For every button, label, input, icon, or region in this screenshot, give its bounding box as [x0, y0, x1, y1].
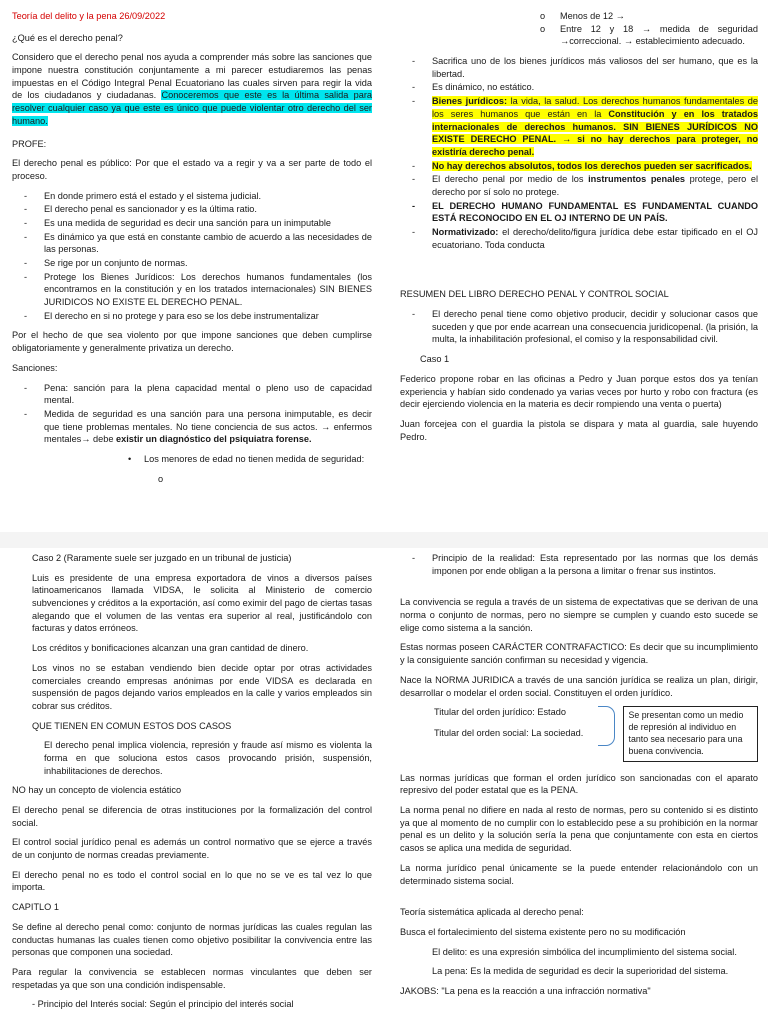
- busca-text: Busca el fortalecimiento del sistema existente pero no su modificación: [400, 926, 686, 937]
- list-item: - En donde primero está el estado y el sistema judicial.: [12, 190, 372, 203]
- bienes-bold: Constitución y en los tratados internacionales de derechos humanos. SIN BIENES JURÍDICOS NO EXISTE DERECHO PENAL. → si no hay derechos para proteger, no existiría derecho penal.: [432, 108, 758, 157]
- resumen-list: [400, 308, 758, 346]
- intro-highlight: Conoceremos que este es la última salida para resolver cualquier caso ya que este es único que puede violentar otro derecho del ser humano.: [12, 90, 372, 126]
- medida-text: Medida de seguridad es una sanción para una persona inimputable, es decir que tiene problemas mentales. No tiene conciencia de sus actos. → enfermos mentales→ debe: [44, 408, 372, 445]
- regular-text: Para regular la convivencia se establecen normas vinculantes que deben ser respetadas ya que son una condición indispensable.: [12, 966, 372, 990]
- profe-heading: PROFE:: [12, 138, 47, 149]
- caso1-text2: Juan forcejea con el guardia la pistola se dispara y mata al guardia, sale huyendo Pedro.: [400, 418, 758, 442]
- sanciones-list: [12, 382, 372, 446]
- caso2-paragraph: Luis es presidente de una empresa exportadora de vinos a diversos países latinoamericanos llamada VIDSA, le solicita al Ministerio de comercio subvenciones y créditos a la exportación, así como eximir del pago de ciertas tasas alegando que el volumen de las ventas era superior al real, justificándolo con facturas y datos erróneos.: [32, 572, 372, 634]
- convivencia-text: La convivencia se regula a través de un sistema de expectativas que se derivan de una norma o conjunto de normas, pero no siempre se cumplen y cuando esto sucede se elige como sistema a la sanción.: [400, 597, 758, 633]
- pena-text: La pena: Es la medida de seguridad es decir la superioridad del sistema.: [432, 966, 729, 977]
- medida-bold: existir un diagnóstico del psiquiatra forense.: [116, 434, 312, 445]
- nace-text: Nace la NORMA JURIDICA a través de una sanción jurídica se realiza un plan, dirigir, desarrollar o modelar el orden social. Constituyen el orden jurídico.: [400, 674, 758, 698]
- list-item: • Los menores de edad no tienen medida de seguridad:: [12, 453, 372, 466]
- forman-text: Las normas jurídicas que forman el orden jurídico son sancionadas con el aparato represivo del poder estatal que es la PENA.: [400, 772, 758, 796]
- titular-juridico: Titular del orden jurídico: Estado: [434, 707, 566, 718]
- brace-connector: [598, 706, 614, 746]
- instrumentos-a: El derecho penal por medio de los: [432, 174, 589, 185]
- list-item: - EL DERECHO HUMANO FUNDAMENTAL ES FUNDAMENTAL CUANDO ESTÁ RECONOCIDO EN EL OJ INTERNO DE UN PAÍS.: [400, 200, 758, 225]
- list-item: - Protege los Bienes Jurídicos: Los derechos humanos fundamentales (los encontramos en la constitución y en los tratados internacionales) SIN BIENES JURIDICOS NO EXISTE EL DERECHO PENAL.: [12, 271, 372, 309]
- pena-label: Pena: [44, 382, 66, 393]
- caso1-heading: Caso 1: [420, 354, 450, 365]
- profe-bullet-list: [12, 190, 372, 323]
- page2-right-column: [400, 552, 758, 1024]
- contrafactico-text: Estas normas poseen CARÁCTER CONTRAFACTICO: Es decir que su incumplimiento y la consiguiente sanción confirman su necesidad y vigencia.: [400, 642, 758, 666]
- no-difiere-text: La norma penal no difiere en nada al resto de normas, pero su contenido si es distinto ya que al momento de no cumplir con lo establecido pese a su prohibición en la normar penal es un delito y la solución sería la pena que conjuntamente con esta en ciertos casos se aplica una medida de seguridad.: [400, 805, 758, 854]
- titular-social: Titular del orden social: La sociedad.: [434, 727, 584, 738]
- absolutos-text: No hay derechos absolutos, todos los derechos pueden ser sacrificados.: [432, 160, 752, 171]
- instrumentos-b: instrumentos penales: [588, 174, 686, 185]
- comun-heading: QUE TIENEN EN COMUN ESTOS DOS CASOS: [32, 720, 232, 731]
- diferencia-text: El derecho penal se diferencia de otras instituciones por la formalización del control social.: [12, 805, 372, 828]
- control-text: El control social jurídico penal es además un control normativo que se ejerce a través de un conjunto de normas creadas previamente.: [12, 837, 372, 861]
- list-item: o Entre 12 y 18 → medida de seguridad →correccional. → establecimiento adecuado.: [520, 23, 758, 48]
- titular-diagram: [400, 706, 758, 762]
- list-item: - El derecho penal es sancionador y es la última ratio.: [12, 203, 372, 216]
- bienes-label: Bienes jurídicos:: [432, 96, 508, 107]
- caso2-paragraph: Los créditos y bonificaciones alcanzan una gran cantidad de dinero.: [32, 643, 309, 654]
- question-heading: ¿Qué es el derecho penal?: [12, 32, 123, 43]
- list-item: [400, 95, 758, 158]
- list-item: - El derecho en si no protege y para eso se los debe instrumentalizar: [12, 310, 372, 323]
- caso1-text: Federico propone robar en las oficinas a Pedro y Juan porque estos dos ya tenían experiencia y habían sido condenado ya varias veces por hurto y robo con fractura (es decir ejerciendo violencia en la materia es decir rompiendo una venta o puerta): [400, 373, 758, 410]
- pena-text: : sanción para la plena capacidad mental o pleno uso de capacidad mental.: [44, 382, 372, 406]
- list-item: [12, 408, 372, 446]
- define-text: Se define al derecho penal como: conjunto de normas jurídicas las cuales regulan las conductas humanas las cuales tienen como objetivo posibilitar la convivencia entre las personas que componen una sociedad.: [12, 921, 372, 958]
- page-separator: [0, 532, 768, 548]
- list-item: - Es dinámico, no estático.: [400, 81, 758, 94]
- delito-text: El delito: es una expresión simbólica del incumplimiento del sistema social.: [432, 946, 737, 957]
- intro-paragraph: [12, 51, 372, 127]
- teoria-heading: Teoría sistemática aplicada al derecho penal:: [400, 907, 584, 918]
- page2-left-column: [12, 552, 372, 1024]
- capitulo-heading: CAPITLO 1: [12, 902, 59, 913]
- caso2-paragraph: Los vinos no se estaban vendiendo bien decide optar por otras actividades comerciales creando empresas anónimas por ende VIDSA es declarada en suspensión de pagos dejando varios empleados en la calle y varios empleados sin cobrar sus créditos.: [32, 662, 372, 711]
- intro-plain: Considero que el derecho penal nos ayuda a comprender más sobre las sanciones que impone nuestra constitución conjuntamente a mi parecer estudiaremos las penas impuestas en el Código Integral Penal Ecuatoriano las cuales sirven para regir la vida de los ciudadanos y ciudadanas.: [12, 52, 372, 101]
- principio-text: : Esta representado por las normas que los demás imponen por ende obligan a la persona a limitar o frenar sus instintos.: [432, 553, 758, 576]
- list-item: [12, 382, 372, 407]
- normativizado-text: el derecho/delito/figura jurídica debe estar tipificado en el OJ ecuatoriano. Toda conducta: [432, 227, 758, 250]
- list-item: [400, 160, 758, 173]
- relacionandolo-text: La norma jurídico penal únicamente se la puede entender relacionándolo con un determinado sistema social.: [400, 862, 758, 886]
- list-item: - Se rige por un conjunto de normas.: [12, 257, 372, 270]
- jakobs-text: JAKOBS: "La pena es la reacción a una infracción normativa": [400, 985, 651, 996]
- caso2-heading: Caso 2 (Raramente suele ser juzgado en un tribunal de justicia): [32, 553, 292, 563]
- no-hay-text: NO hay un concepto de violencia estático: [12, 785, 182, 796]
- principio-list: [400, 552, 758, 577]
- list-item: [400, 552, 758, 577]
- caracteristicas-list: [400, 55, 758, 251]
- sanciones-heading: Sanciones:: [12, 362, 58, 373]
- normativizado-label: Normativizado:: [432, 227, 499, 237]
- menores-list: [12, 453, 372, 466]
- page1-left-column: [12, 10, 372, 528]
- principio-label: Principio de la realidad: [432, 553, 533, 563]
- list-item: [400, 226, 758, 251]
- empty-sub-bullet: o: [158, 473, 164, 484]
- no-es-todo-text: El derecho penal no es todo el control social en lo que no se ve es tal vez lo que importa.: [12, 869, 372, 893]
- violence-paragraph: Por el hecho de que sea violento por que impone sanciones que deben cumplirse obligatoriamente y generalmente privatiza un derecho.: [12, 330, 372, 354]
- list-item: - Es una medida de seguridad es decir una sanción para un inimputable: [12, 217, 372, 230]
- comun-text: El derecho penal implica violencia, represión y fraude así mismo es violenta la forma en que soluciona estos casos provocando prisión, suspensión, inhabilitaciones de derechos.: [44, 740, 372, 776]
- list-item: o Menos de 12 →: [520, 10, 758, 23]
- edad-sub-list: [400, 10, 758, 48]
- list-item: [400, 173, 758, 198]
- bienes-text: la vida, la salud. Los derechos humanos fundamentales de los seres humanos que están en la: [432, 96, 758, 119]
- list-item: - Sacrifica uno de los bienes jurídicos más valiosos del ser humano, que es la libertad.: [400, 55, 758, 80]
- profe-text: El derecho penal es público: Por que el estado va a regir y va a ser parte de todo el proceso.: [12, 158, 372, 181]
- list-item: - Es dinámico ya que está en constante cambio de acuerdo a las necesidades de las personas.: [12, 231, 372, 256]
- cut-line: - Principio del Interés social: Según el principio del interés social: [32, 999, 294, 1010]
- resumen-heading: RESUMEN DEL LIBRO DERECHO PENAL Y CONTROL SOCIAL: [400, 289, 669, 300]
- instrumentos-c: protege, pero el derecho por sí solo no protege.: [432, 174, 758, 197]
- document-title: Teoría del delito y la pena 26/09/2022: [12, 11, 166, 21]
- page1-right-column: [400, 10, 758, 528]
- represion-box: Se presentan como un medio de represión al individuo en tanto sea necesario para una buena convivencia.: [623, 706, 758, 762]
- list-item: - El derecho penal tiene como objetivo producir, decidir y solucionar casos que suceden y que por ende acarrean una consecuencia juridicopenal. (la prisión, la multa, la inhabilitación profesional, el comiso y la responsabilidad civil.: [400, 308, 758, 346]
